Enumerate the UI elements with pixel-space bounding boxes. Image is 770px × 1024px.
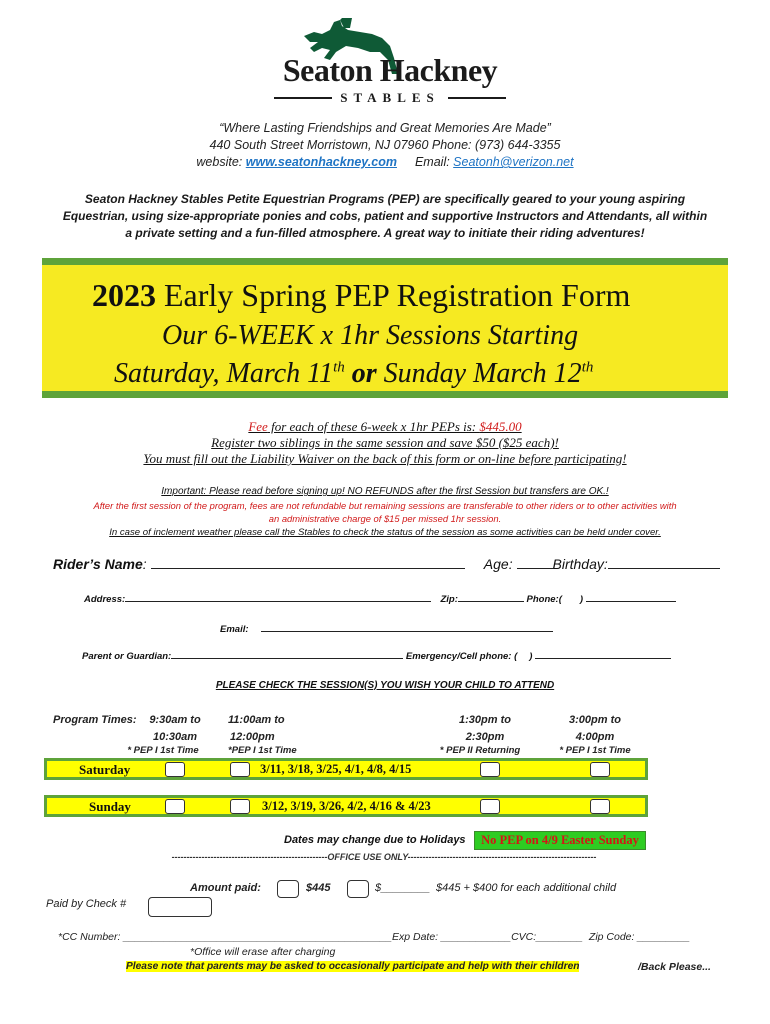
amount-other-checkbox[interactable] (347, 880, 369, 898)
intro-paragraph (40, 191, 730, 242)
rider-name-label: Rider’s Name (53, 556, 143, 572)
weather-notice: In case of inclement weather please call the Stables to check the status of the session as some activities can be held under cover. (109, 527, 661, 538)
sunday-1100-checkbox[interactable] (230, 799, 250, 814)
email-label: Email: (220, 624, 249, 635)
fee-line: Fee for each of these 6-week x 1hr PEPs is: $445.00 (248, 419, 522, 434)
address-field[interactable] (125, 601, 431, 602)
title-text: Early Spring PEP Registration Form (156, 277, 631, 313)
email-row (220, 624, 553, 635)
refund-policy: After the first session of the program, fees are not refundable but remaining sessions are transferable to other riders or to other activities with (93, 500, 677, 511)
check-number-field[interactable] (148, 897, 212, 917)
emergency-phone-field[interactable] (535, 658, 671, 659)
slot-note: * PEP II Returning (439, 745, 521, 756)
address-label: Address: (84, 594, 126, 605)
banner-start-dates: Saturday, March 11th or Sunday March 12th (114, 358, 594, 389)
email-link[interactable]: Seatonh@verizon.net (453, 155, 574, 169)
fee-amount: $445.00 (479, 419, 522, 434)
amount-other-field[interactable]: $________ (375, 882, 431, 894)
amount-paid-label: Amount paid: (190, 882, 261, 894)
sunday-300-checkbox[interactable] (590, 799, 610, 814)
slot-start: 1:30pm to (459, 714, 511, 726)
brand-name: Seaton Hackney (282, 52, 498, 88)
age-field[interactable] (517, 568, 553, 569)
rider-name-field[interactable] (151, 568, 465, 569)
amount-445-checkbox[interactable] (277, 880, 299, 898)
cvc-field[interactable]: CVC:________ (511, 931, 583, 943)
slot-start: 11:00am to (228, 714, 285, 726)
email-label: Email: (414, 155, 454, 169)
rider-row: Rider’s Name: Age: Birthday: (53, 556, 733, 572)
intro-line: Equestrian, using size-appropriate ponies and cobs, patient and supportive Instructors and Attendants, all within (62, 209, 708, 223)
title-year: 2023 (92, 277, 156, 313)
fee-word: Fee (248, 419, 268, 434)
birthday-label: Birthday: (552, 556, 608, 572)
brand-sub: STABLES (340, 90, 440, 105)
sunday-930-checkbox[interactable] (165, 799, 185, 814)
office-use-divider: ----------------------------------------------------OFFICE USE ONLY--------------------------------------------------------------- (171, 852, 597, 862)
zip-code-field[interactable]: Zip Code: _________ (588, 931, 690, 943)
siblings-discount: Register two siblings in the same session and save $50 ($25 each)! (211, 435, 559, 450)
email-field[interactable] (261, 631, 553, 632)
amount-note: $445 + $400 for each additional child (436, 882, 617, 894)
zip-field[interactable] (458, 601, 524, 602)
saturday-130-checkbox[interactable] (480, 762, 500, 777)
day-label: Sunday (89, 799, 131, 814)
brand-sub-row (274, 90, 506, 106)
guardian-field[interactable] (171, 658, 403, 659)
divider (448, 97, 506, 99)
birthday-field[interactable] (608, 568, 720, 569)
session-dates: 3/11, 3/18, 3/25, 4/1, 4/8, 4/15 (260, 762, 412, 776)
emergency-label: Emergency/Cell phone: ( (405, 651, 518, 662)
slot-start: 9:30am to (149, 714, 201, 726)
age-label: Age: (483, 556, 517, 572)
session-row-saturday (44, 758, 648, 780)
zip-label: Zip: (440, 594, 458, 605)
page-title (92, 277, 630, 314)
divider (274, 97, 332, 99)
website-label: website: (196, 155, 246, 169)
slot-note: * PEP I 1st Time (559, 745, 631, 756)
banner-subtitle: Our 6-WEEK x 1hr Sessions Starting (162, 320, 579, 351)
slot-note: * PEP I 1st Time (127, 745, 199, 756)
address-row: Address: Zip: Phone:( ) (84, 594, 676, 605)
paid-by-check-label: Paid by Check # (46, 898, 127, 910)
easter-notice: No PEP on 4/9 Easter Sunday (474, 831, 646, 850)
phone-field[interactable] (586, 601, 676, 602)
slot-note: *PEP I 1st Time (228, 745, 297, 756)
cc-number-row (58, 931, 690, 943)
web-email-line (0, 155, 770, 169)
important-headline: Important: Please read before signing up! NO REFUNDS after the first Session but transfers are OK.! (161, 486, 609, 497)
tagline: “Where Lasting Friendships and Great Memories Are Made” (219, 121, 551, 135)
slot-end: 10:30am (152, 731, 198, 743)
holiday-note: Dates may change due to Holidays (284, 834, 466, 846)
logo (260, 8, 520, 104)
waiver-notice: You must fill out the Liability Waiver on the back of this form or on-line before participating! (143, 451, 627, 466)
amount-445-label: $445 (306, 882, 331, 894)
session-dates: 3/12, 3/19, 3/26, 4/2, 4/16 & 4/23 (262, 799, 431, 813)
program-times-label: Program Times: (53, 714, 137, 726)
registration-banner (42, 258, 728, 398)
session-row-sunday (44, 795, 648, 817)
saturday-930-checkbox[interactable] (165, 762, 185, 777)
sunday-130-checkbox[interactable] (480, 799, 500, 814)
guardian-row: Parent or Guardian: Emergency/Cell phone: ( ) (82, 651, 671, 662)
slot-end: 4:00pm (575, 731, 615, 743)
refund-policy-2: an administrative charge of $15 per missed 1hr session. (268, 513, 502, 524)
slot-end: 2:30pm (465, 731, 505, 743)
intro-line: a private setting and a fun-filled atmosphere. A great way to initiate their riding adventures! (125, 226, 645, 240)
address-phone: 440 South Street Morristown, NJ 07960 Phone: (973) 644-3355 (209, 138, 561, 152)
saturday-1100-checkbox[interactable] (230, 762, 250, 777)
back-please: /Back Please... (638, 961, 711, 973)
erase-note: *Office will erase after charging (190, 946, 336, 958)
slot-end: 12:00pm (230, 731, 275, 743)
saturday-300-checkbox[interactable] (590, 762, 610, 777)
parent-note: Please note that parents may be asked to occasionally participate and help with their children (126, 961, 580, 972)
day-label: Saturday (79, 762, 131, 777)
cc-number-field[interactable]: *CC Number: ______________________________________________ (58, 931, 392, 943)
phone-label: Phone:( (526, 594, 562, 605)
slot-start: 3:00pm to (569, 714, 621, 726)
sessions-heading: PLEASE CHECK THE SESSION(S) YOU WISH YOUR CHILD TO ATTEND (215, 680, 555, 691)
intro-line: Seaton Hackney Stables Petite Equestrian Programs (PEP) are specifically geared to your young aspiring (84, 192, 686, 206)
website-link[interactable]: www.seatonhackney.com (245, 155, 397, 169)
exp-date-field[interactable]: Exp Date: ____________ (391, 931, 512, 943)
guardian-label: Parent or Guardian: (82, 651, 172, 662)
